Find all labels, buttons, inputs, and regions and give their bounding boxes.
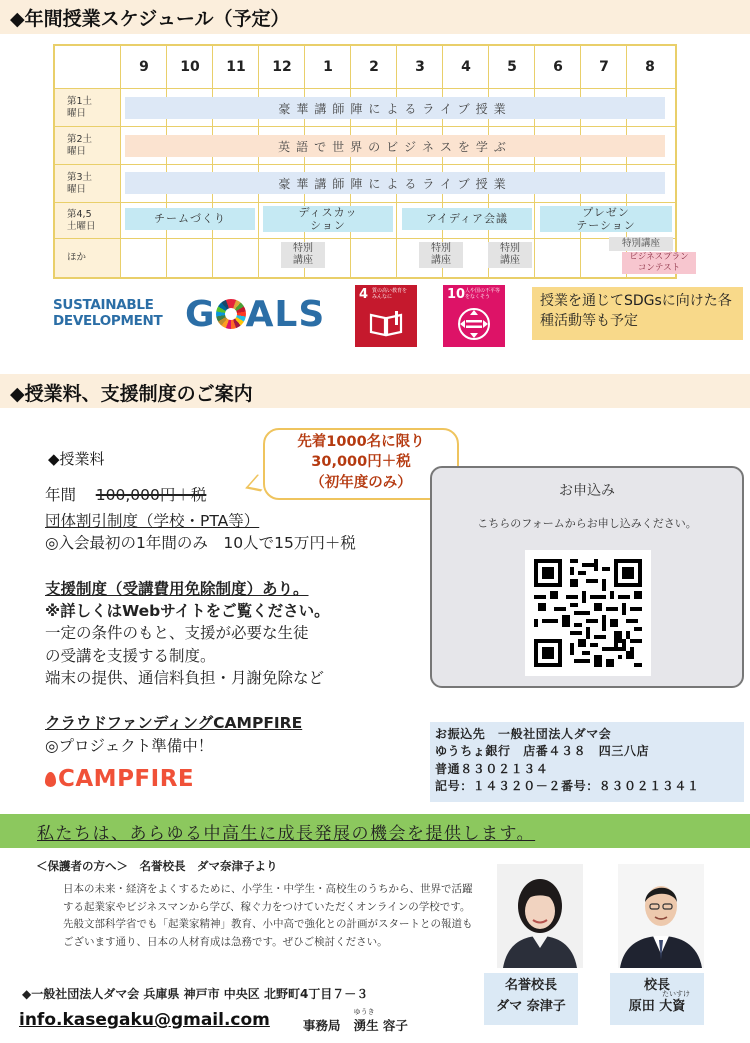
activity-presentation: プレゼン テーション [540, 206, 672, 232]
sdg-note: 授業を通じてSDGsに向けた各種活動等も予定 [532, 287, 743, 340]
month-header: 5 [507, 59, 517, 75]
month-header: 12 [272, 59, 292, 75]
support-line: 一定の条件のもと、支援が必要な生徒 [45, 624, 309, 642]
message-heading: ＜保護者の方へ＞ 名誉校長 ダマ奈津子より [36, 859, 278, 873]
month-header: 8 [645, 59, 655, 75]
crowdfunding-title: クラウドファンディングCAMPFIRE [45, 714, 303, 732]
month-header: 6 [553, 59, 563, 75]
honorary-principal-photo [497, 864, 583, 968]
month-header: 2 [369, 59, 379, 75]
tuition-heading: ◆授業料 [48, 450, 105, 468]
crowdfunding-detail: ◎プロジェクト準備中！ [45, 737, 214, 755]
message-body: 日本の未来・経済をよくするために、小学生・中学生・高校生のうちから、世界で活躍する起業家やビジネスマンから学び、稼ぐ力をつけていただくオンラインの学校です。先般文部科学省でも「起業家精神」教育、小中高で強化との計画がスタートとの報道もございます通り、日本の人材育成は急務です。ぜひご検討ください。 [63, 883, 473, 948]
principal-caption: 校長 たいすけ 原田 大資 [610, 973, 704, 1025]
schedule-table [53, 44, 689, 279]
special-lecture: 特別講座 [609, 237, 673, 251]
month-header: 11 [226, 59, 246, 75]
office-ruby: ゆうき [353, 1008, 375, 1016]
live-class-band: 豪華講師陣によるライブ授業 [125, 172, 665, 194]
english-business-band: 英語で世界のビジネスを学ぶ [125, 135, 665, 157]
support-line: 端末の提供、通信料負担・月謝免除など [45, 669, 325, 687]
honorary-principal-caption: 名誉校長 ダマ 奈津子 [484, 973, 578, 1025]
organization-address: ◆一般社団法人ダマ会 兵庫県 神戸市 中央区 北野町4丁目７－３ [22, 987, 369, 1001]
application-qr-code[interactable] [525, 550, 651, 676]
sdg-goals-logo: G ALS [185, 294, 326, 335]
flame-icon [45, 772, 56, 787]
row-label-week1: 第1土 曜日 [55, 89, 120, 126]
activity-discussion: ディスカッ ション [263, 206, 393, 232]
application-title: お申込み [559, 483, 615, 499]
sdg-wheel-icon [216, 299, 246, 329]
principal-photo [618, 864, 704, 968]
fees-title: ◆授業料、支援制度のご案内 [10, 383, 253, 405]
row-label-week3: 第3土 曜日 [55, 165, 120, 202]
activity-team-building: チームづくり [125, 208, 255, 230]
regular-price: 100,000円＋税 [95, 486, 207, 504]
campfire-logo: CAMPFIRE [45, 766, 194, 792]
activity-idea-meeting: アイディア会議 [402, 208, 532, 230]
support-title: 支援制度（受講費用免除制度）あり。 [45, 580, 309, 598]
principal-ruby: たいすけ [662, 989, 690, 998]
sdg-goal-10-icon: 10 人や国の不平等 をなくそう [443, 285, 505, 347]
business-plan-contest: ビジネスプラン コンテスト [622, 252, 696, 274]
month-header: 9 [139, 59, 149, 75]
group-discount-title: 団体割引制度（学校・PTA等） [45, 512, 260, 530]
month-header: 1 [323, 59, 333, 75]
application-panel [430, 466, 744, 688]
application-subtitle: こちらのフォームからお申し込みください。 [477, 517, 697, 530]
mission-statement: 私たちは、あらゆる中高生に成長発展の機会を提供します。 [37, 824, 536, 844]
sdg-wordmark: SUSTAINABLE DEVELOPMENT [53, 297, 163, 329]
contact-email[interactable]: info.kasegaku@gmail.com [19, 1010, 270, 1030]
special-lecture: 特別 講座 [419, 242, 463, 268]
special-lecture: 特別 講座 [281, 242, 325, 268]
special-lecture: 特別 講座 [488, 242, 532, 268]
row-label-other: ほか [55, 239, 120, 277]
row-label-week2: 第2土 曜日 [55, 127, 120, 164]
live-class-band: 豪華講師陣によるライブ授業 [125, 97, 665, 119]
annual-fee: 年間 100,000円＋税 [45, 486, 207, 504]
sdg-goal-4-icon: 4 質の高い教育を みんなに [355, 285, 417, 347]
month-header: 4 [461, 59, 471, 75]
support-note: ※詳しくはWebサイトをご覧ください。 [45, 602, 330, 620]
early-bird-callout: 先着1000名に限り 30,000円＋税 （初年度のみ） [263, 428, 459, 500]
support-line: の受講を支援する制度。 [45, 647, 216, 665]
month-header: 10 [180, 59, 200, 75]
month-header: 7 [599, 59, 609, 75]
schedule-title: ◆年間授業スケジュール（予定） [10, 8, 290, 30]
row-label-week45: 第4,5 土曜日 [55, 203, 120, 238]
group-discount-detail: ◎入会最初の1年間のみ 10人で15万円＋税 [45, 534, 356, 552]
month-header: 3 [415, 59, 425, 75]
bank-transfer-info: お振込先 一般社団法人ダマ会 ゆうちょ銀行 店番４３８ 四三八店 普通８３０２１３４ 記号：１４３２０－２番号：８３０２１３４１ [430, 722, 744, 802]
office-contact: 事務局 ゆうき 湧生 容子 [303, 1008, 408, 1033]
